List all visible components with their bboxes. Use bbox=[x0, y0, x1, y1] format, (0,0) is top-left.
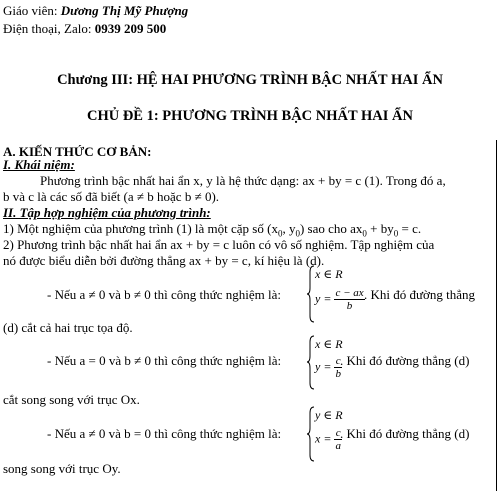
case-3-row-1: y ∈ R bbox=[315, 408, 343, 422]
subscript-0: 0 bbox=[295, 228, 300, 239]
item-1-part-d: + by bbox=[366, 221, 394, 236]
brace-icon bbox=[307, 335, 315, 390]
brace-icon bbox=[307, 406, 315, 462]
case-1-system bbox=[307, 265, 367, 323]
subscript-0: 0 bbox=[393, 228, 399, 239]
case-1-fraction bbox=[334, 287, 364, 312]
case-1-denominator: b bbox=[346, 300, 353, 312]
case-3-row-2 bbox=[315, 427, 342, 452]
case-3-denominator: a bbox=[335, 440, 341, 452]
case-3-text: - Nếu a ≠ 0 và b = 0 thì công thức nghiệm là: bbox=[47, 426, 282, 441]
teacher-line bbox=[3, 3, 188, 18]
case-3-after: . Khi đó đường thẳng (d) bbox=[340, 426, 470, 441]
topic-title: CHỦ ĐỀ 1: PHƯƠNG TRÌNH BẬC NHẤT HAI ẨN bbox=[86, 108, 413, 124]
item-1-part-e: = c. bbox=[398, 221, 422, 236]
case-1-after: . Khi đó đường thẳng bbox=[364, 287, 476, 302]
case-2-continuation: cắt song song với trục Ox. bbox=[3, 392, 140, 407]
case-3-numerator: c bbox=[335, 427, 341, 439]
case-2-row-2-prefix: y = bbox=[315, 359, 332, 374]
definition-line-2: b và c là các số đã biết (a ≠ b hoặc b ≠ 0). bbox=[3, 189, 220, 204]
section-i-heading: I. Khái niệm: bbox=[3, 157, 75, 172]
case-2-denominator: b bbox=[335, 368, 341, 380]
case-1-continuation: (d) cắt cả hai trục tọa độ. bbox=[3, 320, 133, 335]
case-3-continuation: song song với trục Oy. bbox=[3, 461, 121, 476]
item-1-part-c: ) sao cho ax bbox=[299, 221, 363, 236]
page-border-right bbox=[496, 140, 497, 491]
case-1-row-2 bbox=[315, 287, 365, 312]
case-2-text: - Nếu a = 0 và b ≠ 0 thì công thức nghiệm là: bbox=[47, 353, 282, 368]
item-1-part-a: 1) Một nghiệm của phương trình (1) là một cặp số (x bbox=[3, 221, 278, 236]
phone-number: 0939 209 500 bbox=[94, 21, 167, 36]
item-1-part-b: , y bbox=[282, 221, 296, 236]
case-2-row-2 bbox=[315, 355, 342, 380]
item-2-line-1: 2) Phương trình bậc nhất hai ẩn ax + by = c luôn có vô số nghiệm. Tập nghiệm của bbox=[3, 237, 435, 252]
case-3-row-2-prefix: x = bbox=[315, 431, 332, 446]
case-2-numerator: c bbox=[335, 355, 341, 367]
subscript-0: 0 bbox=[362, 228, 367, 239]
case-1-row-2-prefix: y = bbox=[315, 291, 332, 306]
case-2-row-1: x ∈ R bbox=[315, 337, 343, 351]
case-1-row-1: x ∈ R bbox=[315, 267, 343, 281]
teacher-label: Giáo viên: bbox=[3, 3, 61, 18]
teacher-name: Dương Thị Mỹ Phượng bbox=[60, 3, 189, 18]
case-1-numerator: c − ax bbox=[335, 287, 364, 299]
phone-line bbox=[3, 21, 166, 36]
subscript-0: 0 bbox=[277, 228, 283, 239]
case-2-after: . Khi đó đường thẳng (d) bbox=[340, 353, 470, 368]
case-1-text: - Nếu a ≠ 0 và b ≠ 0 thì công thức nghiệm là: bbox=[47, 287, 281, 302]
phone-label: Điện thoại, Zalo: bbox=[3, 21, 95, 36]
item-2-line-2: nó được biểu diễn bởi đường thẳng ax + by = c, kí hiệu là (d). bbox=[3, 253, 325, 268]
brace-icon bbox=[307, 265, 315, 323]
section-a-heading: A. KIẾN THỨC CƠ BẢN: bbox=[3, 144, 152, 159]
definition-line-1: Phương trình bậc nhất hai ẩn x, y là hệ thức dạng: ax + by = c (1). Trong đó a, bbox=[40, 173, 446, 188]
section-ii-heading: II. Tập hợp nghiệm của phương trình: bbox=[3, 205, 211, 220]
chapter-title: Chương III: HỆ HAI PHƯƠNG TRÌNH BẬC NHẤT HAI ẨN bbox=[57, 72, 443, 88]
